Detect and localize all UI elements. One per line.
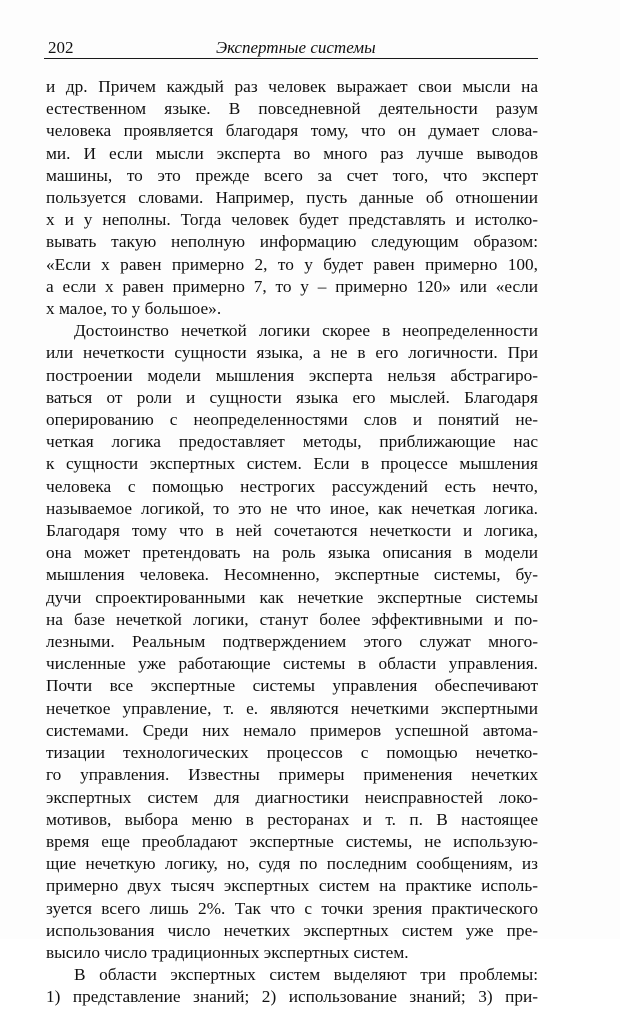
text-line: Благодаря тому что в ней сочетаются нечеткости и логика, [46, 521, 538, 541]
text-line: Почти все экспертные системы управления обеспечивают [46, 676, 538, 696]
text-line: использования число нечетких экспертных систем уже пре- [46, 920, 538, 940]
paragraph-2 [46, 320, 538, 964]
text-line: экспертных систем для диагностики неисправностей локо- [46, 787, 538, 807]
text-line: мышления человека. Несомненно, экспертные системы, бу- [46, 565, 538, 585]
text-line: оперированию с неопределенностями слов и понятий не- [46, 410, 538, 430]
text-line: называемое логикой, то это не что иное, как нечеткая логика. [46, 498, 538, 518]
text-line: а если x равен примерно 7, то y – примерно 120» или «если [46, 276, 538, 296]
text-line: зуется всего лишь 2%. Так что с точки зрения практического [46, 898, 538, 918]
text-line: она может претендовать на роль языка описания в модели [46, 543, 538, 563]
page-number: 202 [48, 38, 74, 57]
text-line: и др. Причем каждый раз человек выражает свои мысли на [46, 77, 538, 96]
paragraph-1 [46, 76, 538, 320]
text-line: ми. И если мысли эксперта во много раз лучше выводов [46, 143, 538, 163]
text-line: пользуется словами. Например, пусть данные об отношении [46, 188, 538, 208]
text-line: нечеткое управление, т. е. являются нечеткими экспертными [46, 698, 538, 718]
text-line: на базе нечеткой логики, станут более эффективными и по- [46, 609, 538, 629]
text-line: человека с помощью нестрогих рассуждений есть нечто, [46, 476, 538, 496]
text-line: лезными. Реальным подтверждением этого служат много- [46, 632, 538, 652]
text-line: высило число традиционных экспертных систем. [46, 942, 409, 962]
text-line: естественном языке. В повседневной деятельности разум [46, 99, 538, 119]
text-line: построении модели мышления эксперта нельзя абстрагиро- [46, 365, 538, 385]
text-line: x и y неполны. Тогда человек будет представлять и истолко- [46, 210, 538, 230]
page-header [44, 36, 538, 59]
body-text [46, 76, 538, 1009]
text-line: 1) представление знаний; 2) использование знаний; 3) при- [46, 987, 538, 1007]
text-line: машины, то это прежде всего за счет того, что эксперт [46, 165, 538, 185]
text-line: вывать такую неполную информацию следующим образом: [46, 232, 538, 252]
text-line: четкая логика предоставляет методы, приближающие нас [46, 432, 538, 452]
running-title: Экспертные системы [216, 38, 376, 57]
text-line: или нечеткости сущности языка, а не в его логичности. При [46, 343, 538, 363]
text-line: системами. Среди них немало примеров успешной автома- [46, 720, 538, 740]
text-line: В области экспертных систем выделяют три проблемы: [74, 965, 538, 985]
text-line: щие нечеткую логику, но, судя по последним сообщениям, из [46, 854, 538, 874]
text-line: численные уже работающие системы в области управления. [46, 654, 538, 674]
text-line: «Если x равен примерно 2, то y будет равен примерно 100, [46, 254, 538, 274]
text-line: человека проявляется благодаря тому, что он думает слова- [46, 121, 538, 141]
text-line: x малое, то y большое». [46, 299, 222, 319]
text-line: тизации технологических процессов с помощью нечетко- [46, 743, 538, 763]
paragraph-3 [46, 964, 538, 1008]
text-line: Достоинство нечеткой логики скорее в неопределенности [74, 321, 538, 341]
text-line: время еще преобладают экспертные системы, не использую- [46, 831, 538, 851]
text-line: дучи спроектированными как нечеткие экспертные системы [46, 587, 538, 607]
text-line: ваться от роли и сущности языка его мыслей. Благодаря [46, 387, 538, 407]
text-line: го управления. Известны примеры применения нечетких [46, 765, 538, 785]
text-line: к сущности экспертных систем. Если в процессе мышления [46, 454, 538, 474]
text-line: мотивов, выбора меню в ресторанах и т. п. В настоящее [46, 809, 538, 829]
text-line: примерно двух тысяч экспертных систем на практике исполь- [46, 876, 538, 896]
